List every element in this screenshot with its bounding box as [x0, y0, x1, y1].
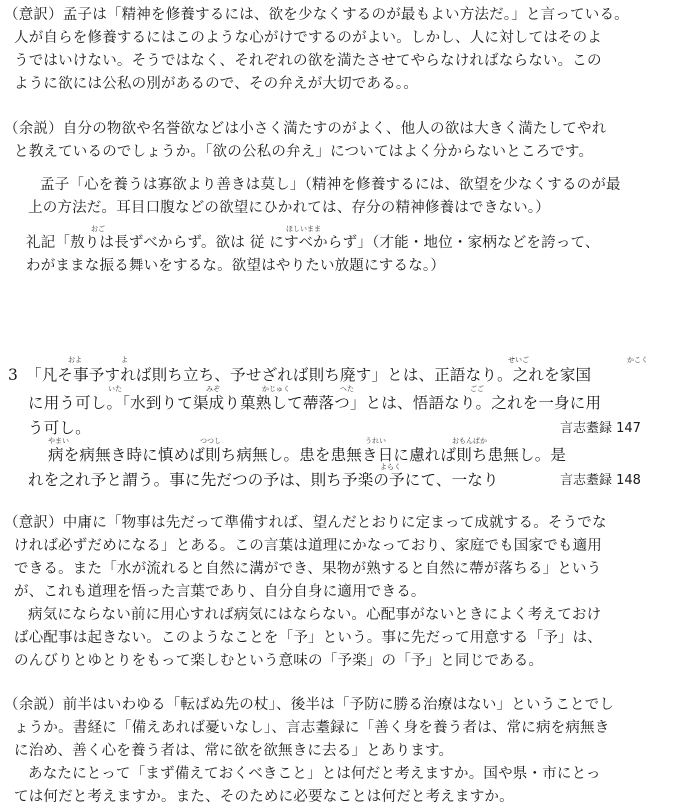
yakubun-line-1: （意訳）孟子は「精神を修養するには、欲を少なくするのが最もよい方法だ。」と言っている。 — [4, 7, 629, 23]
source-ref-148: 言志耋録 148 — [560, 473, 641, 488]
yakubun2-line-6: ば心配事は起きない。このようなことを「予」という。事に先だって用意する「予」は、 — [14, 630, 602, 646]
yakubun-line-2: 人が自らを修養するにはこのような心がけでするのがよい。しかし、人に対してはそのよ — [14, 30, 602, 46]
yakubun2-line-4: が、これも道理を悟った言葉であり、自分自身に適用できる。 — [14, 584, 426, 600]
yakubun2-line-5: 病気にならない前に用心すれば病気にはならない。心配事がないときによく考えておけ — [28, 607, 602, 623]
furigana-gogo: ごご — [470, 385, 484, 393]
furigana-urei: うれい — [365, 437, 386, 445]
raiki-quote-line-2: わがままな振る舞いをするな。欲望はやりたい放題にするな。） — [26, 258, 446, 274]
yosetsu2-line-1: （余説）前半はいわゆる「転ばぬ先の杖」、後半は「予防に勝る治療はない」ということでし — [4, 697, 615, 713]
yakubun2-line-2: ければ必ずだめになる」とある。この言葉は道理にかなっており、家庭でも国家でも適用 — [14, 538, 602, 554]
source-ref-147: 言志耋録 147 — [560, 421, 641, 436]
mencius-quote-line-1: 孟子「心を養うは寡欲より善きは莫し」（精神を修養するには、欲望を少なくするのが最 — [40, 177, 621, 193]
furigana-heta: へた — [340, 385, 354, 393]
genbun-line-2: に用う可し。「水到りて渠成り菓熟して蔕落つ」とは、悟語なり。之れを一身に用 — [28, 394, 602, 412]
furigana-ogori: おご — [91, 225, 105, 233]
furigana-hoshiimama: ほしいまま — [286, 225, 321, 233]
furigana-tsutsushi: つつし — [200, 437, 221, 445]
yakubun2-line-1: （意訳）中庸に「物事は先だって準備すれば、望んだとおりに定まって成就する。そうでな — [4, 515, 607, 531]
yosetsu2-line-2: ょうか。書経に「備えあれば憂いなし」、言志耋録に「善く身を養う者は、常に病を病無き — [14, 720, 610, 736]
yosetsu2-line-3: に治め、善く心を養う者は、常に欲を欲無きに去る」とあります。 — [14, 743, 454, 759]
genbun-line-1: 3 「凡そ事予すれば則ち立ち、予せざれば則ち廃す」とは、正語なり。之れを家国 — [8, 366, 592, 384]
yakubun-line-3: うではいけない。そうではなく、それぞれの欲を満たさせてやらなければならない。この — [14, 53, 602, 69]
yakubun2-line-7: のんびりとゆとりをもって楽しむという意味の「予楽」の「予」と同じである。 — [14, 653, 544, 669]
yakubun2-line-3: できる。また「水が流れると自然に溝ができ、果物が熟すると自然に蔕が落ちる」という — [14, 561, 602, 577]
furigana-yoraku: よらく — [380, 463, 401, 471]
furigana-seigo: せいご — [508, 356, 529, 364]
furigana-kakoku: かこく — [627, 356, 648, 364]
genbun-line-3: う可し。 — [28, 419, 91, 437]
yosetsu-line-2: と教えているのでしょうか。「欲の公私の弁え」についてはよく分からないところです。 — [14, 144, 594, 160]
furigana-oyoso: およ — [68, 356, 82, 364]
yosetsu2-line-4: あなたにとって「まず備えておくべきこと」とは何だと考えますか。国や県・市にとっ — [28, 766, 601, 782]
genbun-line-4: 病を病無き時に慎めば則ち病無し。患を患無き日に慮れば則ち患無し。是 — [48, 446, 567, 464]
mencius-quote-line-2: 上の方法だ。耳目口腹などの欲望にひかれては、存分の精神修養はできない。） — [28, 200, 550, 216]
furigana-yamai: やまい — [48, 437, 69, 445]
yosetsu-line-1: （余説）自分の物欲や名誉欲などは小さく満たすのがよく、他人の欲は大きく満たしてやれ — [4, 121, 607, 137]
furigana-omonpaka: おもんぱか — [452, 437, 487, 445]
raiki-quote-line-1: 礼記「敖りは長ずべからず。欲は 従 にすべからず」（才能・地位・家柄などを誇って、 — [26, 235, 600, 251]
yakubun-line-4: ように欲には公私の別があるので、その弁えが大切である。。 — [14, 76, 419, 92]
genbun-line-5: れを之れ予と謂う。事に先だつの予は、則ち予楽の予にて、一なり — [28, 471, 499, 489]
furigana-ita: いた — [108, 385, 122, 393]
furigana-yo-1: よ — [121, 356, 128, 364]
furigana-kajuku: かじゅく — [262, 385, 290, 393]
furigana-mizo: みぞ — [206, 385, 220, 393]
yosetsu2-line-5: ては何だと考えますか。また、そのために必要なことは何だと考えますか。 — [14, 789, 514, 805]
